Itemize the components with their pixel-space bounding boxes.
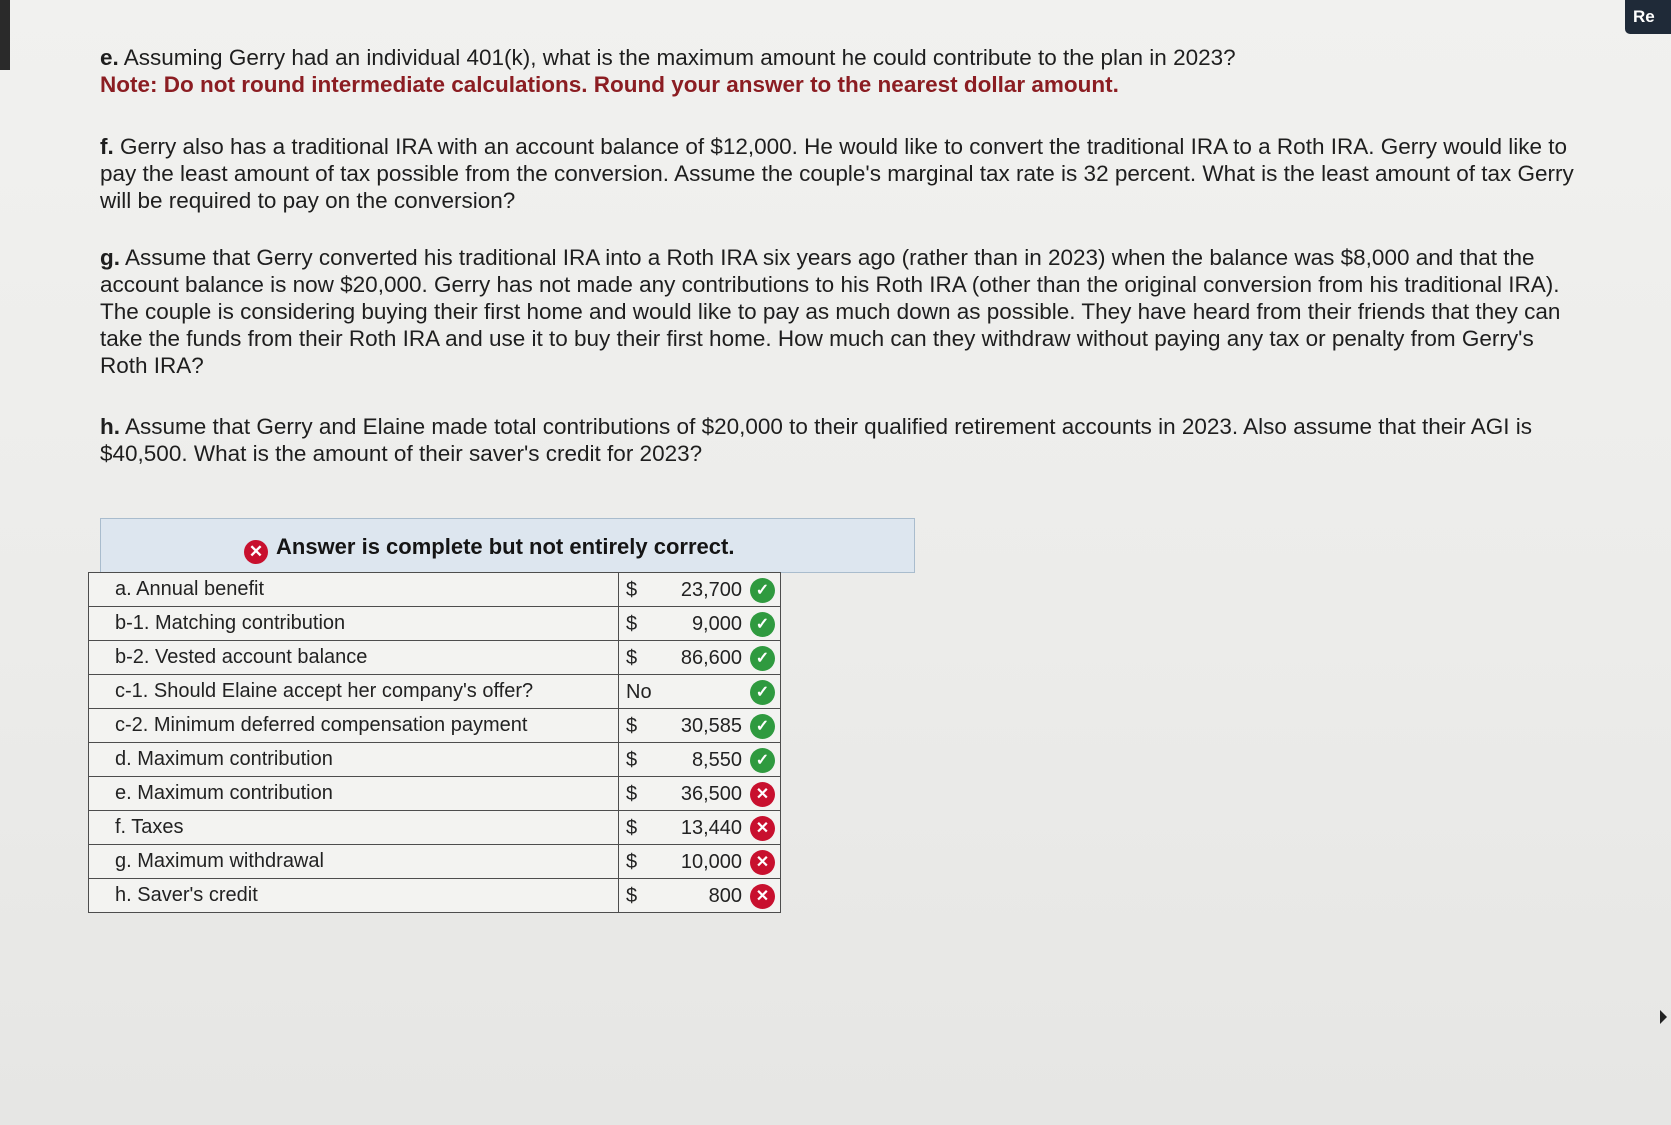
answer-value: 36,500 — [680, 783, 742, 805]
question-e — [100, 44, 1580, 98]
value-prefix: $ — [626, 885, 638, 907]
error-x-icon: ✕ — [750, 816, 775, 841]
error-x-icon: ✕ — [750, 850, 775, 875]
question-h-text: Assume that Gerry and Elaine made total contributions of $20,000 to their qualified retirement accounts in 2023. Also assume that their AGI is $40,500. What is the amount of their saver's credit for 2023? — [100, 414, 1533, 466]
answer-value: 86,600 — [680, 647, 742, 669]
table-row — [89, 607, 781, 641]
value-prefix: $ — [626, 647, 638, 669]
answer-cell[interactable] — [619, 845, 781, 879]
table-row — [89, 845, 781, 879]
question-f-label: f. — [100, 134, 114, 159]
mouse-cursor-icon — [1660, 1010, 1667, 1024]
checkmark-icon: ✓ — [750, 612, 775, 637]
table-row — [89, 709, 781, 743]
row-label: c-2. Minimum deferred compensation payment — [89, 709, 619, 743]
row-label: d. Maximum contribution — [89, 743, 619, 777]
answer-value: 10,000 — [680, 851, 742, 873]
value-prefix: $ — [626, 715, 638, 737]
row-label: g. Maximum withdrawal — [89, 845, 619, 879]
answer-cell[interactable] — [619, 879, 781, 913]
answer-cell[interactable] — [619, 573, 781, 607]
table-row — [89, 811, 781, 845]
value-prefix: No — [626, 681, 652, 703]
checkmark-icon: ✓ — [750, 646, 775, 671]
table-row — [89, 777, 781, 811]
answer-cell[interactable] — [619, 607, 781, 641]
value-prefix: $ — [626, 851, 638, 873]
checkmark-icon: ✓ — [750, 680, 775, 705]
answer-value: 13,440 — [680, 817, 742, 839]
table-row — [89, 675, 781, 709]
checkmark-icon: ✓ — [750, 748, 775, 773]
table-row — [89, 879, 781, 913]
value-prefix: $ — [626, 783, 638, 805]
row-label: b-1. Matching contribution — [89, 607, 619, 641]
answer-cell[interactable] — [619, 641, 781, 675]
answer-value: 8,550 — [691, 749, 742, 771]
question-g-text: Assume that Gerry converted his traditional IRA into a Roth IRA six years ago (rather than in 2023) when the balance was $8,000 and that the account balance is now $20,000. Gerry has not made any contributions to his Roth IRA (other than the original conversion from his traditional IRA). The couple is considering buying their first home and would like to pay as much down as possible. They have heard from their friends that they can take the funds from their Roth IRA and use it to buy their first home. How much can they withdraw without paying any tax or penalty from Gerry's Roth IRA? — [100, 245, 1561, 378]
value-prefix: $ — [626, 749, 638, 771]
row-label: a. Annual benefit — [89, 573, 619, 607]
answer-cell[interactable] — [619, 811, 781, 845]
question-h-label: h. — [100, 414, 120, 439]
value-prefix: $ — [626, 613, 638, 635]
checkmark-icon: ✓ — [750, 578, 775, 603]
answer-cell[interactable] — [619, 675, 781, 709]
corner-button[interactable]: Re — [1625, 0, 1671, 34]
question-f — [100, 133, 1580, 214]
row-label: b-2. Vested account balance — [89, 641, 619, 675]
table-row — [89, 641, 781, 675]
answer-table-body — [89, 573, 781, 913]
error-x-icon: ✕ — [750, 884, 775, 909]
table-row — [89, 743, 781, 777]
row-label: e. Maximum contribution — [89, 777, 619, 811]
result-banner — [100, 518, 915, 573]
answer-table — [88, 572, 781, 913]
row-label: c-1. Should Elaine accept her company's offer? — [89, 675, 619, 709]
row-label: h. Saver's credit — [89, 879, 619, 913]
value-prefix: $ — [626, 579, 638, 601]
table-row — [89, 573, 781, 607]
answer-cell[interactable] — [619, 743, 781, 777]
question-h — [100, 413, 1580, 467]
question-f-text: Gerry also has a traditional IRA with an account balance of $12,000. He would like to convert the traditional IRA to a Roth IRA. Gerry would like to pay the least amount of tax possible from the conversion. Assume the couple's marginal tax rate is 32 percent. What is the least amount of tax Gerry will be required to pay on the conversion? — [100, 134, 1574, 213]
row-label: f. Taxes — [89, 811, 619, 845]
answer-value: 800 — [708, 885, 742, 907]
question-e-label: e. — [100, 45, 119, 70]
question-g-label: g. — [100, 245, 120, 270]
question-e-note: Note: Do not round intermediate calculations. Round your answer to the nearest dollar amount. — [100, 72, 1119, 97]
error-x-icon: ✕ — [750, 782, 775, 807]
value-prefix: $ — [626, 817, 638, 839]
window-edge — [0, 0, 10, 70]
checkmark-icon: ✓ — [750, 714, 775, 739]
answer-cell[interactable] — [619, 777, 781, 811]
answer-value: 23,700 — [680, 579, 742, 601]
error-circle-icon: ✕ — [244, 540, 268, 564]
answer-cell[interactable] — [619, 709, 781, 743]
answer-value: 30,585 — [680, 715, 742, 737]
answer-value: 9,000 — [691, 613, 742, 635]
banner-text: Answer is complete but not entirely correct. — [276, 534, 735, 559]
banner-text-wrap — [244, 534, 734, 564]
question-e-text: Assuming Gerry had an individual 401(k), what is the maximum amount he could contribute to the plan in 2023? — [123, 45, 1236, 70]
question-g — [100, 244, 1580, 379]
